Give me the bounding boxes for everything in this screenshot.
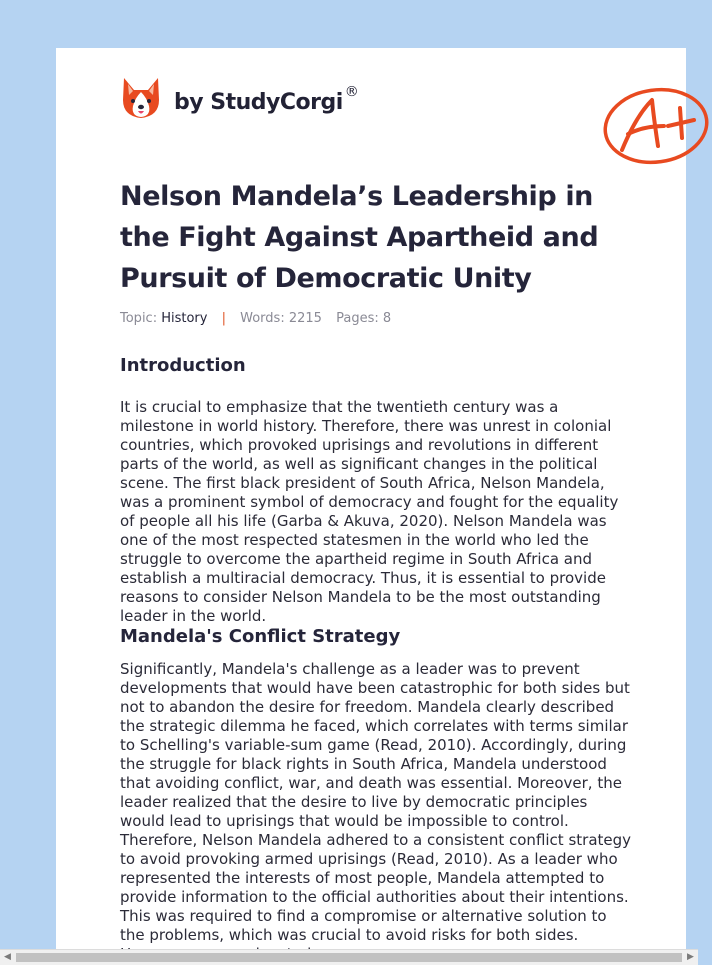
corgi-icon bbox=[121, 76, 161, 120]
brand-text: by StudyCorgi bbox=[174, 90, 343, 115]
brand-name[interactable] bbox=[174, 84, 359, 115]
words-label: Words: bbox=[240, 311, 285, 326]
article-body bbox=[120, 354, 632, 964]
topic-link[interactable]: History bbox=[161, 311, 208, 326]
words-count: 2215 bbox=[288, 311, 322, 326]
scrollbar-thumb[interactable] bbox=[16, 953, 682, 962]
pages-count: 8 bbox=[382, 311, 392, 326]
page-title: Nelson Mandela’s Leadership in the Fight Against Apartheid and Pursuit of Democratic Unity bbox=[120, 181, 599, 294]
section-heading-conflict-strategy: Mandela's Conflict Strategy bbox=[120, 626, 401, 647]
registered-mark: ® bbox=[344, 84, 359, 100]
topic-label: Topic: bbox=[120, 311, 158, 326]
scroll-left-arrow-icon[interactable]: ◀ bbox=[4, 952, 11, 962]
pages-label: Pages: bbox=[336, 311, 379, 326]
section-heading-introduction: Introduction bbox=[120, 355, 246, 376]
horizontal-scrollbar[interactable] bbox=[0, 949, 698, 965]
paragraph-conflict-strategy: Significantly, Mandela's challenge as a leader was to prevent developments that would have been catastrophic for both sides but not to abandon the desire for freedom. Mandela clearly described the strategic dilemma he faced, which correlates with terms similar to Schelling's variable-sum game (Read, 2010). Accordingly, during the struggle for black rights in South Africa, Mandela understood that avoiding conflict, war, and death was essential. Moreover, the leader realized that the desire to live by democratic principles would lead to uprisings that would be impossible to control. Therefore, Nelson Mandela adhered to a consistent conflict strategy to avoid provoking armed uprisings (Read, 2010). As a leader who represented the interests of most people, Mandela attempted to provide information to the official authorities about their intentions. This was required to find a compromise or alternative solution to the problems, which was crucial to avoid risks for both sides. bbox=[120, 660, 632, 944]
paragraph-introduction: It is crucial to emphasize that the twentieth century was a milestone in world history. Therefore, there was unrest in colonial countries, which provoked uprisings and revolutions in different parts of the world, as well as significant changes in the political scene. The first black president of South Africa, Nelson Mandela, was a prominent symbol of democracy and fought for the equality of people all his life (Garba & Akuva, 2020). Nelson Mandela was one of the most respected statesmen in the world who led the struggle to overcome the apartheid regime in South Africa and establish a multiracial democracy. Thus, it is essential to provide reasons to consider Nelson Mandela to be the most outstanding leader in the world. bbox=[120, 398, 619, 625]
grade-a-plus-icon bbox=[602, 86, 712, 168]
meta-separator: | bbox=[221, 311, 226, 326]
header bbox=[120, 76, 650, 146]
document-meta bbox=[120, 311, 391, 326]
document-page bbox=[56, 48, 686, 952]
scroll-right-arrow-icon[interactable]: ▶ bbox=[687, 952, 694, 962]
